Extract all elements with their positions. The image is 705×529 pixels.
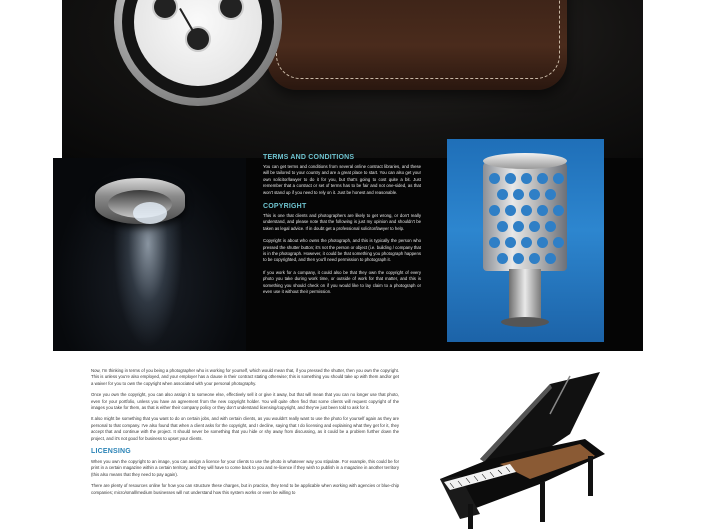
grand-piano-photo xyxy=(420,364,630,529)
smoke-puff xyxy=(133,202,167,224)
body-para-1: Now, I'm thinking in terms of you being a photographer who is working for yourself, which would mean that, if you pressed the shutter, then you own the copyright. This is unless you're also employed, and your employer has a clause in their contract stating otherwise; this is something you should take up with them and/or get a waiver for you to own the copyright when associated with your personal photography. xyxy=(91,368,399,386)
cylinder-stem xyxy=(509,269,541,321)
body-para-3: It also might be something that you want to do on certain jobs, and with certain clients, as you wouldn't really want to use the photo for yourself again as they are personal to that company. I've also found that when a client asks for the copyright, and I decline, saying that I do licensing and explaining what they get for it, they accept that and continue with the project. It should never be something that you hide or shy away from discussing, as it could be a problem further down the project, and it's not good for business to upset your clients. xyxy=(91,416,399,441)
body-para-5: There are plenty of resources online for how you can structure these charges, but in practice, they tend to be applicable when working with agencies or blue-chip companies; micro/small/medium businesses will not understand how this system works or even be willing to xyxy=(91,483,399,495)
copyright-para-2: Copyright is about who owns the photograph, and this is typically the person who pressed the shutter button; it's not the person or object (i.e. building / company that is in the photograph. However, it could be that something you photograph happens to be copyrighted, and then you'll need permission to photograph it. xyxy=(263,238,421,263)
terms-heading: TERMS AND CONDITIONS xyxy=(263,154,355,161)
body-para-2: Once you own the copyright, you can also assign it to someone else, effectively sell it or give it away, but that will mean that you can no longer use that photo, even for your portfolio, unless you have an agreement from the new copyright holder. You will quite often find that some clients will request copyright of the images you take for them, as that is either their company policy or they don't understand licensing/copyright, and they've just been told to ask for it. xyxy=(91,392,399,411)
body-para-4: When you own the copyright to an image, you can assign a licence for your clients to use the photo in whatever way you stipulate. For example, this could be for print in a certain magazine within a certain territory, and they will have to come back to you and re-licence if they wish to publish in a magazine in another territory (this also means that they need to pay again). xyxy=(91,459,399,477)
dark-band-text xyxy=(263,154,421,296)
strap-stitching xyxy=(276,0,560,79)
cylinder-top xyxy=(483,153,567,169)
perforated-cylinder-photo xyxy=(447,139,604,342)
copyright-para-1: This is one that clients and photographers are likely to get wrong, or don't really understand, and please note that the following is just my opinion and shouldn't be taken as legal advice. If in doubt get a professional solicitor/lawyer to help. xyxy=(263,213,421,231)
licensing-heading: LICENSING xyxy=(91,448,131,456)
perforated-cylinder xyxy=(483,161,567,271)
copyright-para-3: If you work for a company, it could also be that they own the copyright of every photo you take during work time, or outside of work for that matter, and this is something you should check on if you would like to lay claim to a photograph or even use it without their permission. xyxy=(263,269,421,295)
piano-leg xyxy=(468,504,473,529)
terms-body: You can get terms and conditions from several online contract libraries, and these will be tailored to your country and are a great place to start. You can also get your own solicitor/lawyer to do it for you, but that's going to cost quite a bit. Just remember that a contract or set of terms has to be fair and not one-sided, as that won't stand up if you need to rely on it. Just be honest and reasonable. xyxy=(263,164,421,195)
watch-photo xyxy=(62,0,643,158)
smoke xyxy=(113,218,183,348)
cylinder-foot xyxy=(501,317,549,327)
piano-leg xyxy=(588,456,593,496)
article-body xyxy=(91,368,399,496)
smoking-lid-photo xyxy=(53,158,246,351)
piano-leg xyxy=(540,482,545,522)
copyright-heading: COPYRIGHT xyxy=(263,203,307,211)
watch-subdial xyxy=(185,26,211,52)
